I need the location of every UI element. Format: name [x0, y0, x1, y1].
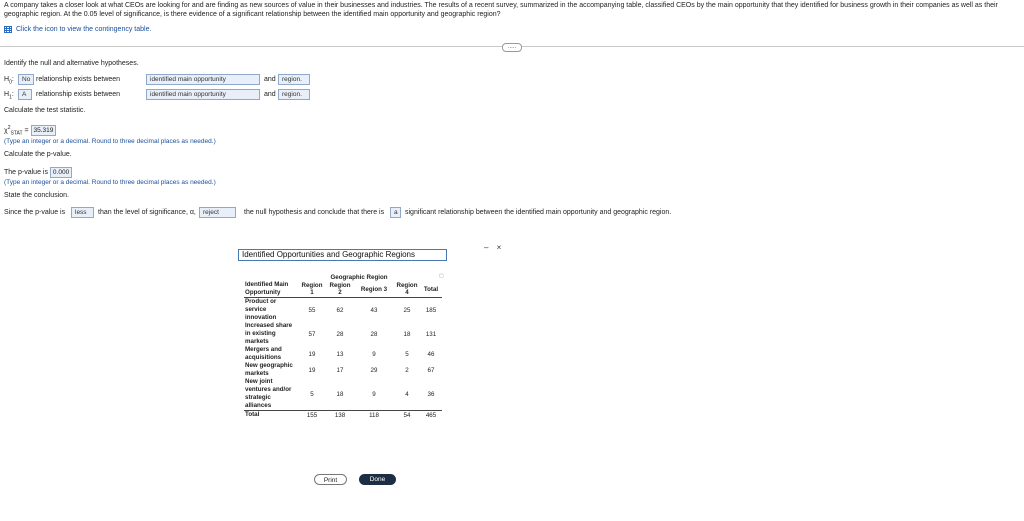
calc-p-instruction: Calculate the p-value.	[4, 151, 72, 158]
conclusion-decision-dropdown[interactable]: reject	[199, 207, 236, 218]
table-row: New joint ventures and/or strategic alliances 5 18 9 4 36	[245, 378, 435, 409]
h0-variable1-dropdown[interactable]: identified main opportunity	[146, 74, 260, 85]
column-header: Total	[423, 285, 439, 293]
question-text: A company takes a closer look at what CEOs are looking for and are finding as new sources of value in their businesses and industries. The results of a recent survey, summarized in the accompanying table, classified CEOs by the main opportunity that they identified for business growth in their companies as well as their geographic region. At the 0.05 level of significance, is there evidence of a significant relationship between the identified main opportunity and geographic region?	[4, 2, 998, 18]
h0-text: relationship exists between	[36, 76, 121, 83]
h1-variable1-dropdown[interactable]: identified main opportunity	[146, 89, 260, 100]
p-value-row: The p-value is 0.000	[4, 167, 72, 178]
identify-instruction: Identify the null and alternative hypotheses.	[4, 60, 139, 67]
column-header: Region 1	[301, 282, 323, 296]
h1-relationship-dropdown[interactable]: A	[18, 89, 32, 100]
table-row: New geographic markets 19 17 29 2 67	[245, 362, 435, 377]
h0-and: and	[264, 76, 276, 83]
dialog-title: Identified Opportunities and Geographic Regions	[238, 249, 447, 261]
calc-stat-instruction: Calculate the test statistic.	[4, 107, 86, 114]
p-value-input[interactable]: 0.000	[50, 167, 72, 178]
h0-relationship-dropdown[interactable]: No	[18, 74, 34, 85]
conclusion-part2: than the level of significance, α,	[98, 209, 196, 216]
rounding-hint: (Type an integer or a decimal. Round to three decimal places as needed.)	[4, 138, 216, 145]
column-header: Region 2	[329, 282, 351, 296]
conclusion-comparison-dropdown[interactable]: less	[71, 207, 94, 218]
conclusion-part3: the null hypothesis and conclude that there is	[244, 209, 385, 216]
table-row: Mergers and acquisitions 19 13 9 5 46	[245, 346, 435, 361]
conclusion-part4: significant relationship between the identified main opportunity and geographic region.	[405, 209, 672, 216]
h0-row: $H_0$:	[4, 76, 14, 86]
table-icon[interactable]	[4, 26, 12, 33]
h0-variable2-dropdown[interactable]: region.	[278, 74, 310, 85]
state-instruction: State the conclusion.	[4, 192, 69, 199]
expand-more-button[interactable]: .....	[502, 43, 522, 52]
column-header: Region 3	[360, 285, 388, 293]
test-statistic-row: $\chi^2_{STAT} = 35.319$	[4, 125, 56, 137]
table-total-row: Total 155 138 118 54 465	[244, 411, 442, 420]
h1-text: relationship exists between	[36, 91, 121, 98]
column-header: Region 4	[396, 282, 418, 296]
rounding-hint: (Type an integer or a decimal. Round to three decimal places as needed.)	[4, 179, 216, 186]
h1-and: and	[264, 91, 276, 98]
table-row: Product or service innovation 55 62 43 25 185	[245, 298, 437, 321]
test-statistic-input[interactable]: 35.319	[31, 125, 57, 136]
row-header: Identified Main Opportunity	[245, 281, 289, 296]
group-header: Geographic Region	[330, 274, 388, 281]
print-button[interactable]: Print	[314, 474, 347, 485]
conclusion-part1: Since the p-value is	[4, 209, 66, 216]
contingency-table	[244, 274, 442, 419]
h1-row: $H_1$:	[4, 91, 14, 101]
conclusion-significance-dropdown[interactable]: a	[390, 207, 401, 218]
done-button[interactable]: Done	[359, 474, 396, 485]
copy-icon[interactable]: ▢	[439, 273, 444, 279]
h1-variable2-dropdown[interactable]: region.	[278, 89, 310, 100]
table-row: Increased share in existing markets 57 28 28 18 131	[245, 322, 437, 345]
window-controls[interactable]: – ×	[484, 243, 505, 252]
contingency-table-link-text[interactable]: Click the icon to view the contingency table.	[16, 26, 152, 33]
contingency-table-link[interactable]	[4, 26, 151, 33]
